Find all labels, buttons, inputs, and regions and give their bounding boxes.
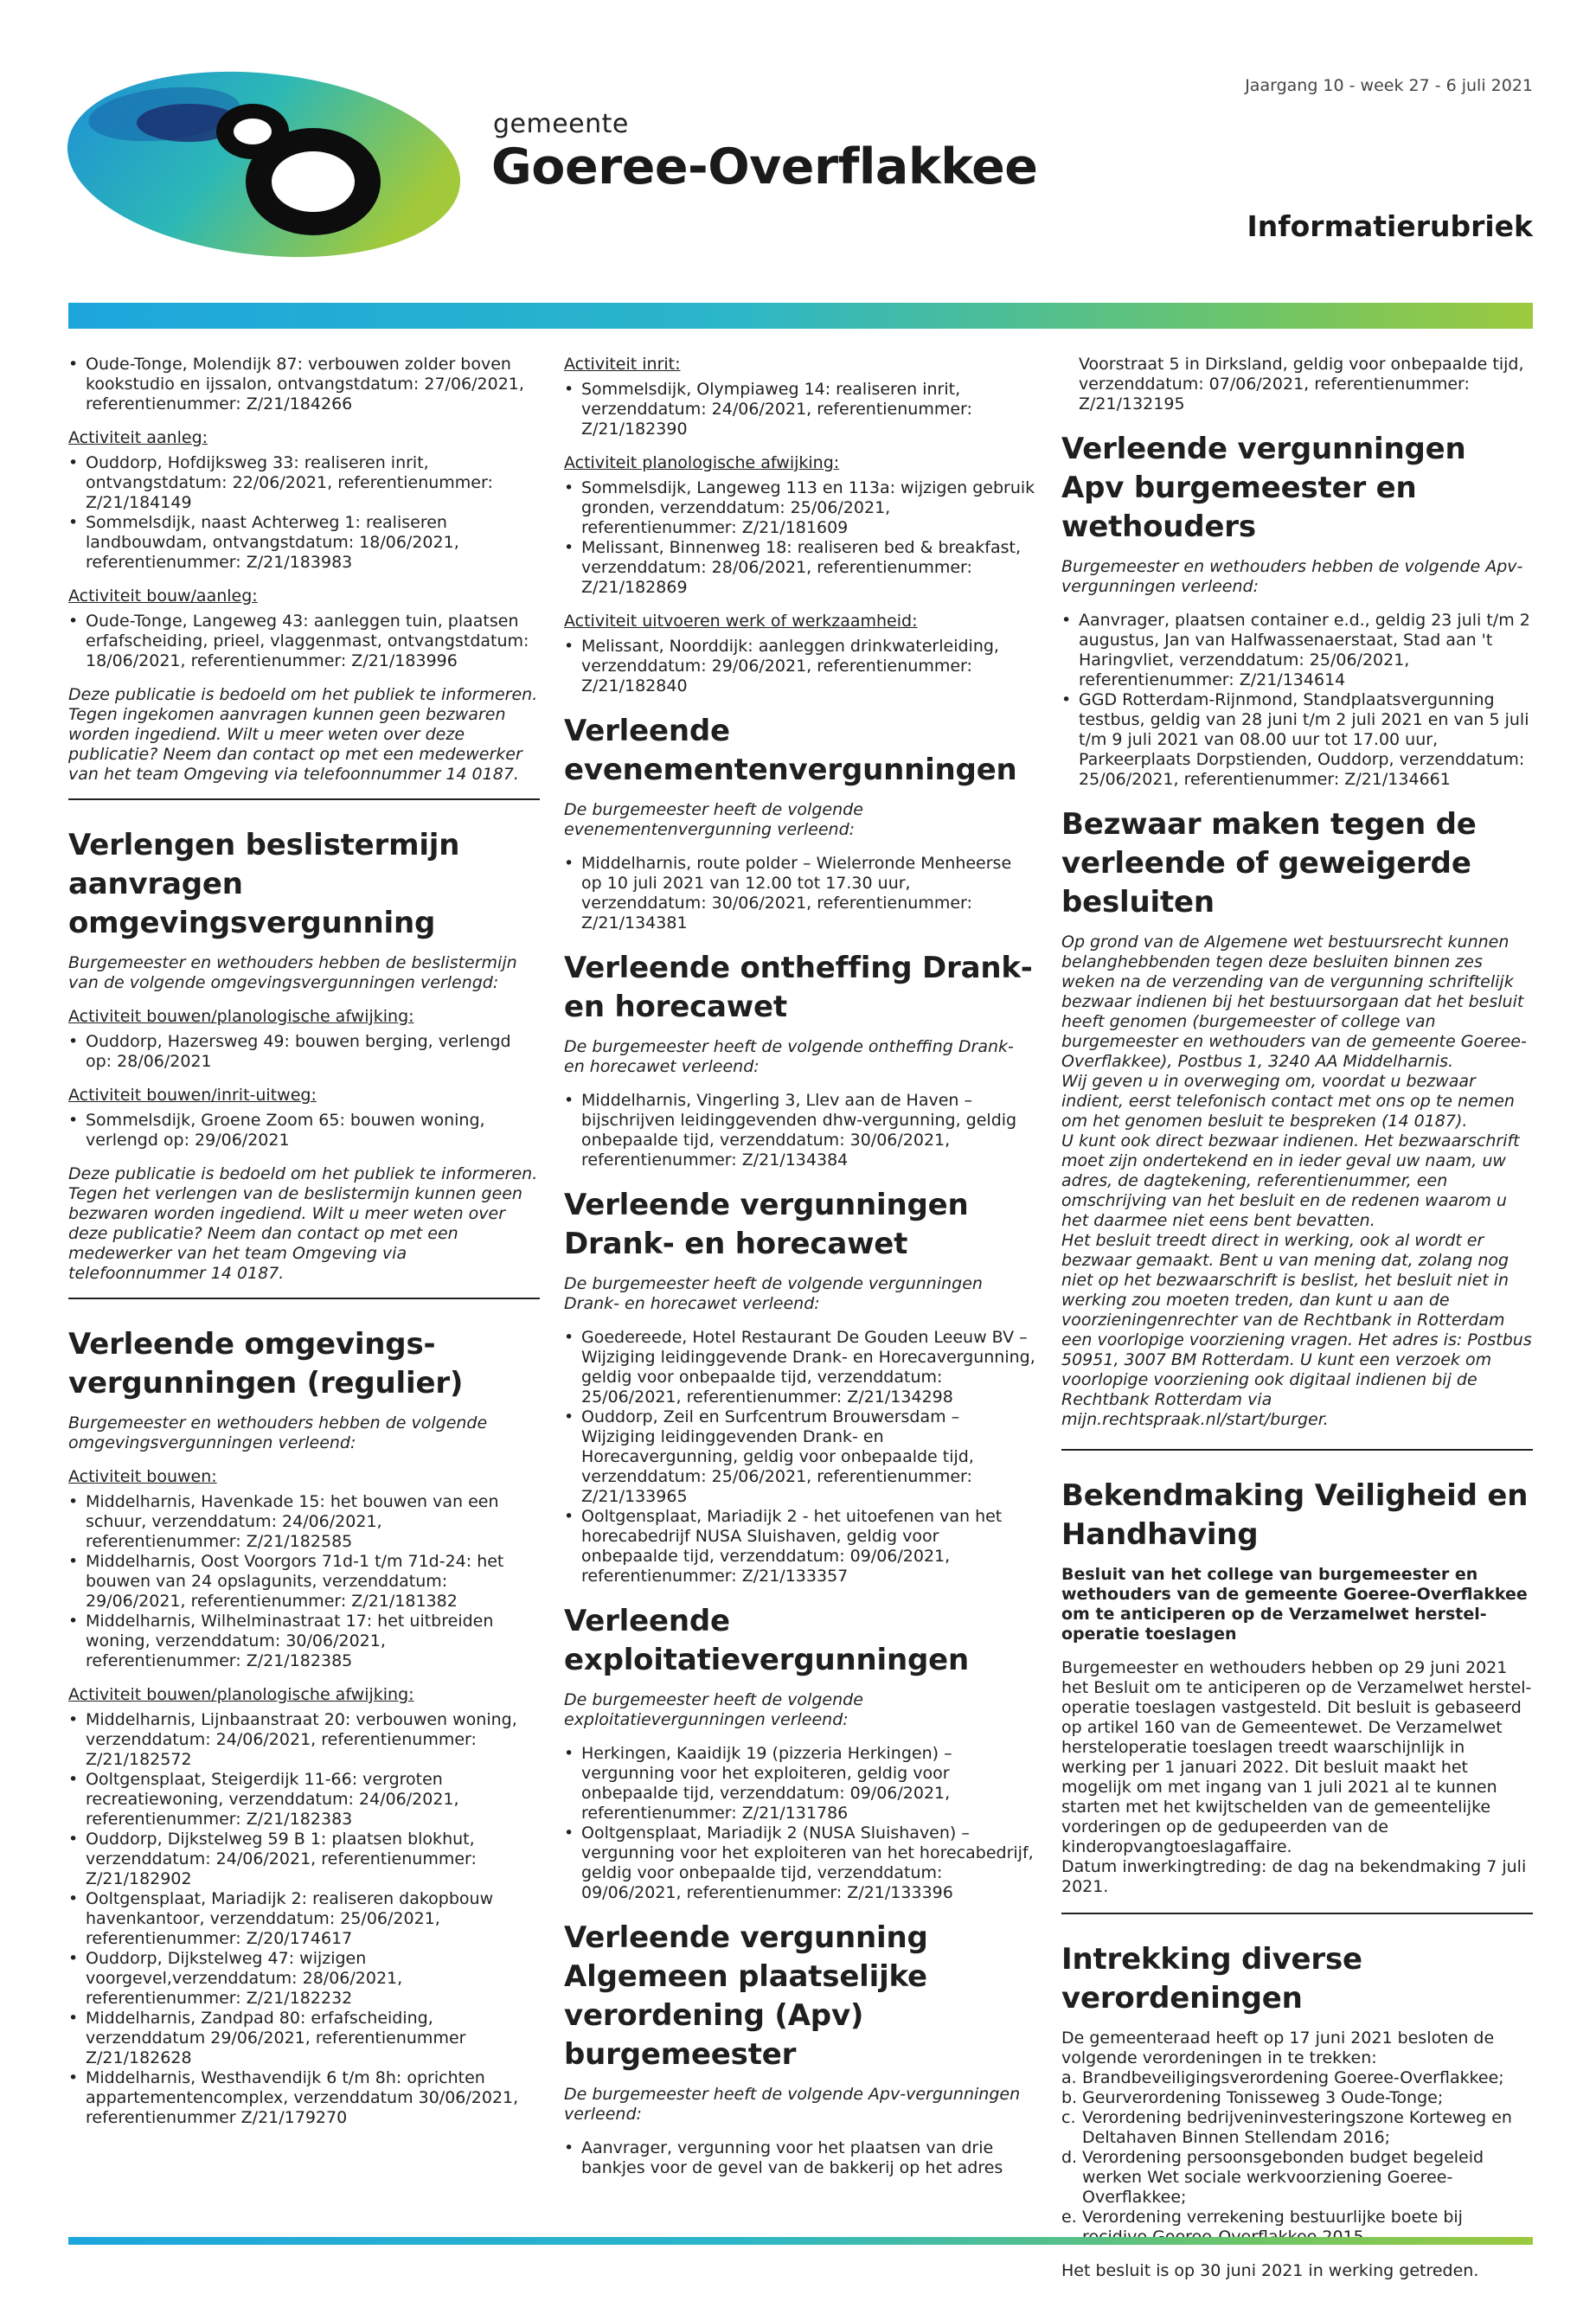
list-item: • Goedereede, Hotel Restaurant De Gouden Leeuw BV – Wijziging leidinggevende Drank- en Horecavergunning, geldig voor onbepaalde tijd, verzenddatum: 25/06/2021, referentienummer: Z/21/134298 xyxy=(564,1328,1035,1407)
list-item: • Middelharnis, Havenkade 15: het bouwen van een schuur, verzenddatum: 24/06/2021, referentienummer: Z/21/182585 xyxy=(68,1492,540,1552)
list-item: • Middelharnis, Wilhelminastraat 17: het uitbreiden woning, verzenddatum: 30/06/2021, referentienummer: Z/21/182385 xyxy=(68,1612,540,1671)
section-heading: Verleende vergunning Algemeen plaatselijke verordening (Apv) burgemeester xyxy=(564,1920,928,2072)
list-item: a. Brandbeveiligingsverordening Goeree-Overflakkee; xyxy=(1061,2068,1504,2087)
activity-label: Activiteit uitvoeren werk of werkzaamheid: xyxy=(564,612,918,631)
list-item: • Ouddorp, Zeil en Surfcentrum Brouwersdam – Wijziging leidinggevenden Drank- en Horecavergunning, geldig voor onbepaalde tijd, verzenddatum: 25/06/2021, referentienummer: Z/21/133965 xyxy=(564,1407,1035,1507)
bezwaar-text xyxy=(1061,933,1533,1430)
section-heading: Verleende vergunningen Drank- en horecawet xyxy=(564,1188,969,1261)
activity-label: Activiteit inrit: xyxy=(564,355,681,374)
list-item: • Middelharnis, route polder – Wielerronde Menheerse op 10 juli 2021 van 12.00 tot 17.30 uur, verzenddatum: 30/06/2021, referentienummer: Z/21/134381 xyxy=(564,854,1035,933)
activity-label: Activiteit planologische afwijking: xyxy=(564,453,840,472)
bekend-subheading: Besluit van het college van burgemeester en wethouders van de gemeente Goeree-Overflakkee om te anticiperen op de Verzamelwet herstel-operatie toeslagen xyxy=(1061,1565,1528,1644)
issue-info: Jaargang 10 - week 27 - 6 juli 2021 xyxy=(1245,76,1533,95)
activity-label: Activiteit aanleg: xyxy=(68,428,208,447)
list-item: • Middelharnis, Lijnbaanstraat 20: verbouwen woning, verzenddatum: 24/06/2021, referentienummer: Z/21/182572 xyxy=(68,1710,540,1770)
header-color-bar xyxy=(68,303,1533,329)
drank-list xyxy=(564,1328,1035,1586)
list-item: • Sommelsdijk, naast Achterweg 1: realiseren landbouwdam, ontvangstdatum: 18/06/2021, referentienummer: Z/21/183983 xyxy=(68,513,540,573)
list-item: e. Verordening verrekening bestuurlijke boete bij xyxy=(1061,2208,1463,2227)
evenementen-list xyxy=(564,854,1035,933)
rubriek-title: Informatierubriek xyxy=(1247,209,1533,243)
list-item: • Ouddorp, Hazersweg 49: bouwen berging, verlengd op: 28/06/2021 xyxy=(68,1032,540,1072)
continued-item: Voorstraat 5 in Dirksland, geldig voor onbepaalde tijd, verzenddatum: 07/06/2021, referentienummer: Z/21/132195 xyxy=(1079,355,1524,413)
section-intro: De burgemeester heeft de volgende Apv-vergunningen verleend: xyxy=(564,2085,1021,2124)
section-intro: Burgemeester en wethouders hebben de beslistermijn van de volgende omgevingsvergunningen verlengd: xyxy=(68,953,517,992)
werk-list xyxy=(564,637,1035,696)
list-item: • Sommelsdijk, Olympiaweg 14: realiseren inrit, verzenddatum: 24/06/2021, referentienummer: Z/21/182390 xyxy=(564,380,1035,439)
verlengen-list-2 xyxy=(68,1111,540,1150)
section-heading: Bezwaar maken tegen de verleende of geweigerde besluiten xyxy=(1061,807,1477,920)
list-item: • Aanvrager, vergunning voor het plaatsen van drie bankjes voor de gevel van de bakkerij op het adres xyxy=(564,2138,1035,2178)
section-intro: De burgemeester heeft de volgende exploitatievergunningen verleend: xyxy=(564,1690,863,1729)
list-item: d. Verordening persoonsgebonden budget begeleid werken Wet sociale werkvoorziening Goeree-Overflakkee; xyxy=(1061,2148,1484,2207)
bezwaar-paragraph: Op grond van de Algemene wet bestuursrecht kunnen belanghebbenden tegen deze besluiten binnen zes weken na de verzending van de vergunning schriftelijk bezwaar indienen bij het bestuursorgaan dat het besluit heeft genomen (burgemeester of college van burgemeester en wethouders van de gemeente Goeree-Overflakkee), Postbus 1, 3240 AA Middelharnis. xyxy=(1061,933,1527,1071)
list-item: • Aanvrager, plaatsen container e.d., geldig 23 juli t/m 2 augustus, Jan van Halfwassenaerstaat, Stad aan 't Haringvliet, verzenddatum: 25/06/2021, referentienummer: Z/21/134614 xyxy=(1061,611,1533,690)
regulier-list-2 xyxy=(68,1710,540,2128)
section-intro: Burgemeester en wethouders hebben de volgende omgevingsvergunningen verleend: xyxy=(68,1413,488,1452)
intrekking-intro: De gemeenteraad heeft op 17 juni 2021 besloten de volgende verordeningen in te trekken: xyxy=(1061,2029,1495,2067)
activity-label: Activiteit bouwen/planologische afwijking: xyxy=(68,1007,414,1026)
section-heading: Verleende omgevings-vergunningen (regulier) xyxy=(68,1327,464,1400)
list-item: • Middelharnis, Oost Voorgors 71d-1 t/m 71d-24: het bouwen van 24 opslagunits, verzenddatum: 29/06/2021, referentienummer: Z/21/181382 xyxy=(68,1552,540,1612)
aanleg-list xyxy=(68,453,540,573)
notice-text: Deze publicatie is bedoeld om het publiek te informeren. Tegen ingekomen aanvragen kunnen geen bezwaren worden ingediend. Wilt u meer weten over deze publicatie? Neem dan contact op met een medewerker van het team Omgeving via telefoonnummer 14 0187. xyxy=(68,685,538,784)
regulier-list-1 xyxy=(68,1492,540,1671)
section-heading: Verleende evenementenvergunningen xyxy=(564,714,1017,787)
intrekking-list xyxy=(1061,2068,1533,2247)
list-item: • Ouddorp, Dijkstelweg 59 B 1: plaatsen blokhut, verzenddatum: 24/06/2021, referentienummer: Z/21/182902 xyxy=(68,1830,540,1889)
apv-bw-list xyxy=(1061,611,1533,790)
activity-label: Activiteit bouw/aanleg: xyxy=(68,586,258,606)
list-item: • Middelharnis, Zandpad 80: erfafscheiding, verzenddatum 29/06/2021, referentienummer Z/21/182628 xyxy=(68,2009,540,2068)
activity-label: Activiteit bouwen: xyxy=(68,1467,217,1486)
verlengen-list-1 xyxy=(68,1032,540,1072)
bouw-aanleg-list xyxy=(68,612,540,671)
column-3 xyxy=(1061,355,1533,2281)
list-item: • Ouddorp, Hofdijksweg 33: realiseren inrit, ontvangstdatum: 22/06/2021, referentienummer: Z/21/184149 xyxy=(68,453,540,513)
gemeente-label: gemeente xyxy=(493,109,629,139)
section-intro: De burgemeester heeft de volgende evenementenvergunning verleend: xyxy=(564,800,863,839)
list-item: • Ooltgensplaat, Mariadijk 2: realiseren dakopbouw havenkantoor, verzenddatum: 25/06/2021, referentienummer: Z/20/174617 xyxy=(68,1889,540,1949)
list-item: • GGD Rotterdam-Rijnmond, Standplaatsvergunning testbus, geldig van 28 juni t/m 2 juli 2021 en van 5 juli t/m 9 juli 2021 van 08.00 uur tot 17.00 uur, Parkeerplaats Dorpstienden, Ouddorp, verzenddatum: 25/06/2021, referentienummer: Z/21/134661 xyxy=(1061,690,1533,790)
list-item: • Sommelsdijk, Langeweg 113 en 113a: wijzigen gebruik gronden, verzenddatum: 25/06/2021, referentienummer: Z/21/181609 xyxy=(564,478,1035,538)
section-heading: Verleende ontheffing Drank- en horecawet xyxy=(564,951,1033,1024)
apv-list xyxy=(564,2138,1035,2178)
section-heading: Intrekking diverse verordeningen xyxy=(1061,1942,1362,2016)
gemeente-name: Goeree-Overflakkee xyxy=(491,138,1038,195)
list-item: • Ooltgensplaat, Mariadijk 2 - het uitoefenen van het horecabedrijf NUSA Sluishaven, geldig voor onbepaalde tijd, verzenddatum: 09/06/2021, referentienummer: Z/21/133357 xyxy=(564,1507,1035,1586)
column-2 xyxy=(564,355,1035,2192)
activity-label: Activiteit bouwen/inrit-uitweg: xyxy=(68,1086,317,1105)
list-item: • Melissant, Binnenweg 18: realiseren bed & breakfast, verzenddatum: 28/06/2021, referentienummer: Z/21/182869 xyxy=(564,538,1035,598)
section-heading: Verlengen beslistermijn aanvragen omgevingsvergunning xyxy=(68,828,460,940)
list-item: • Melissant, Noorddijk: aanleggen drinkwaterleiding, verzenddatum: 29/06/2021, referentienummer: Z/21/182840 xyxy=(564,637,1035,696)
intro-list xyxy=(68,355,540,414)
footer-color-bar xyxy=(68,2237,1533,2245)
list-item: • Sommelsdijk, Groene Zoom 65: bouwen woning, verlengd op: 29/06/2021 xyxy=(68,1111,540,1150)
list-item: • Ouddorp, Dijkstelweg 47: wijzigen voorgevel,verzenddatum: 28/06/2021, referentienummer: Z/21/182232 xyxy=(68,1949,540,2009)
gemeente-logo-icon xyxy=(61,61,467,268)
bekend-date: Datum inwerkingtreding: de dag na bekendmaking 7 juli 2021. xyxy=(1061,1857,1527,1896)
bekend-text: Burgemeester en wethouders hebben op 29 juni 2021 het Besluit om te anticiperen op de Verzamelwet herstel-operatie toeslagen vastgesteld. Dit besluit is gebaseerd op artikel 160 van de Gemeentewet. De Verzamelwet hersteloperatie toeslagen treedt waarschijnlijk in werking per 1 januari 2022. Dit besluit maakt het mogelijk om met ingang van 1 juli 2021 al te kunnen starten met het kwijtschelden van de gemeentelijke vorderingen op de gedupeerden van de kinderopvangtoeslagaffaire. xyxy=(1061,1658,1532,1856)
bezwaar-paragraph: U kunt ook direct bezwaar indienen. Het bezwaarschrift moet zijn ondertekend en in ieder geval uw naam, uw adres, de dagtekening, referentienummer, een omschrijving van het besluit en de redenen waarom u het daarmee niet eens bent bevatten. xyxy=(1061,1131,1520,1230)
section-heading: Bekendmaking Veiligheid en Handhaving xyxy=(1061,1478,1529,1552)
list-item: • Ooltgensplaat, Steigerdijk 11-66: vergroten recreatiewoning, verzenddatum: 24/06/2021, referentienummer: Z/21/182383 xyxy=(68,1770,540,1830)
list-item: c. Verordening bedrijveninvesteringszone Korteweg en Deltahaven Binnen Stellendam 2016; xyxy=(1061,2108,1512,2147)
divider xyxy=(68,1298,540,1299)
list-item: • Herkingen, Kaaidijk 19 (pizzeria Herkingen) – vergunning voor het exploiteren, geldig voor onbepaalde tijd, verzenddatum: 09/06/2021, referentienummer: Z/21/131786 xyxy=(564,1744,1035,1823)
column-1 xyxy=(68,355,540,2142)
section-intro: Burgemeester en wethouders hebben de volgende Apv-vergunningen verleend: xyxy=(1061,557,1523,596)
exploitatie-list xyxy=(564,1744,1035,1903)
intrekking-end: Het besluit is op 30 juni 2021 in werking getreden. xyxy=(1061,2261,1479,2280)
list-item: • Middelharnis, Westhavendijk 6 t/m 8h: oprichten appartementencomplex, verzenddatum 30/06/2021, referentienummer Z/21/179270 xyxy=(68,2068,540,2128)
bezwaar-paragraph: Het besluit treedt direct in werking, ook al wordt er bezwaar gemaakt. Bent u van mening dat, zolang nog niet op het bezwaarschrift is beslist, het besluit niet in werking zou moeten treden, dan kunt u aan de voorzieningenrechter van de Rechtbank in Rotterdam een voorlopige voorziening vragen. Het adres is: Postbus 50951, 3007 BM Rotterdam. U kunt een verzoek om voorlopige voorziening ook digitaal indienen bij de Rechtbank Rotterdam via mijn.rechtspraak.nl/start/burger. xyxy=(1061,1231,1532,1429)
notice-text: Deze publicatie is bedoeld om het publiek te informeren. Tegen het verlengen van de beslistermijn kunnen geen bezwaren worden ingediend. Wilt u meer weten over deze publicatie? Neem dan contact op met een medewerker van het team Omgeving via telefoonnummer 14 0187. xyxy=(68,1164,538,1283)
divider xyxy=(1061,1449,1533,1451)
bezwaar-paragraph: Wij geven u in overweging om, voordat u bezwaar indient, eerst telefonisch contact met ons op te nemen om het genomen besluit te bespreken (14 0187). xyxy=(1061,1072,1515,1131)
list-item: • Oude-Tonge, Langeweg 43: aanleggen tuin, plaatsen erfafscheiding, prieel, vlaggenmast, ontvangstdatum: 18/06/2021, referentienummer: Z/21/183996 xyxy=(68,612,540,671)
section-heading: Verleende exploitatievergunningen xyxy=(564,1604,969,1677)
activity-label: Activiteit bouwen/planologische afwijking: xyxy=(68,1685,414,1704)
ontheffing-list xyxy=(564,1091,1035,1170)
section-heading: Verleende vergunningen Apv burgemeester en wethouders xyxy=(1061,432,1466,544)
divider xyxy=(1061,1913,1533,1914)
plan-list xyxy=(564,478,1035,598)
section-intro: De burgemeester heeft de volgende ontheffing Drank- en horecawet verleend: xyxy=(564,1037,1014,1076)
divider xyxy=(68,798,540,800)
list-item: • Ooltgensplaat, Mariadijk 2 (NUSA Sluishaven) – vergunning voor het exploiteren van het horecabedrijf, geldig voor onbepaalde tijd, verzenddatum: 09/06/2021, referentienummer: Z/21/133396 xyxy=(564,1823,1035,1903)
list-item: b. Geurverordening Tonisseweg 3 Oude-Tonge; xyxy=(1061,2088,1444,2107)
list-item: • Middelharnis, Vingerling 3, Llev aan de Haven – bijschrijven leidinggevenden dhw-vergunning, geldig onbepaalde tijd, verzenddatum: 30/06/2021, referentienummer: Z/21/134384 xyxy=(564,1091,1035,1170)
list-item: • Oude-Tonge, Molendijk 87: verbouwen zolder boven kookstudio en ijssalon, ontvangstdatum: 27/06/2021, referentienummer: Z/21/184266 xyxy=(68,355,540,414)
section-intro: De burgemeester heeft de volgende vergunningen Drank- en horecawet verleend: xyxy=(564,1274,983,1313)
inrit-list xyxy=(564,380,1035,439)
